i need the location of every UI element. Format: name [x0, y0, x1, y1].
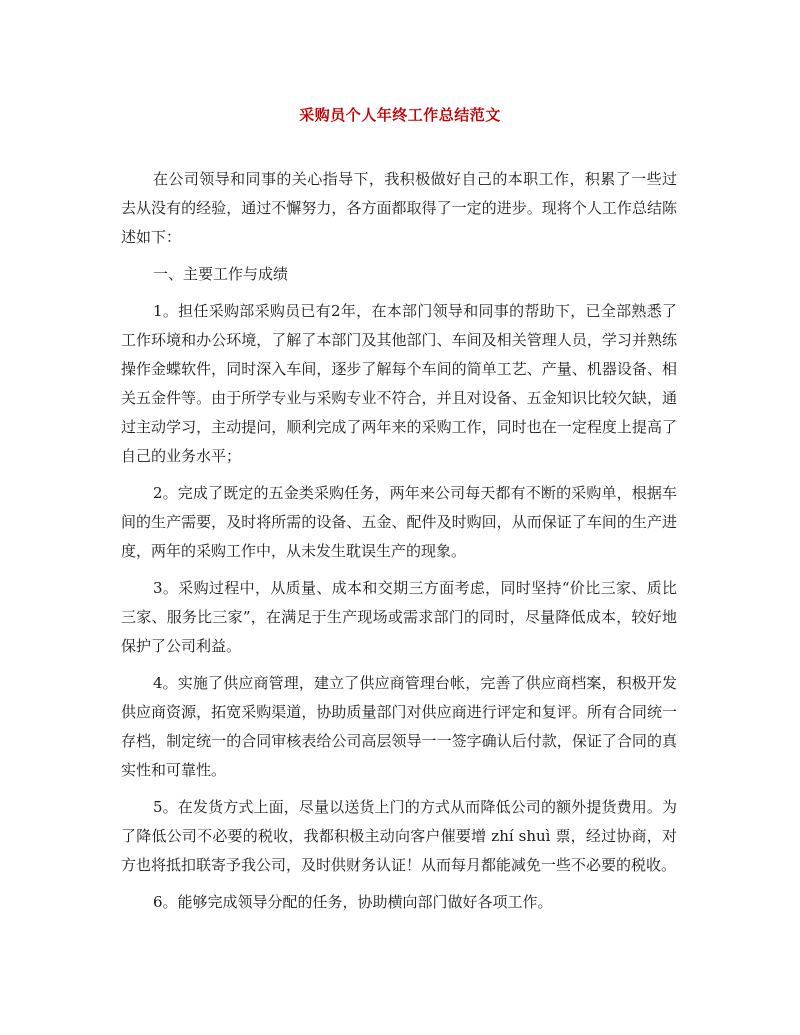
section-heading: 一、主要工作与成绩 [153, 265, 289, 283]
paragraph-item-6: 6。能够完成领导分配的任务，协助横向部门做好各项工作。 [153, 893, 553, 911]
paragraph-item-3: 3。采购过程中，从质量、成本和交期三方面考虑，同时坚持“价比三家、质比三家、服务比三家”，在满足于生产现场或需求部门的同时，尽量降低成本，较好地保护了公司利益。 [121, 579, 677, 655]
paragraph-item-4: 4。实施了供应商管理，建立了供应商管理台帐，完善了供应商档案，积极开发供应商资源，拓宽采购渠道，协助质量部门对供应商进行评定和复评。所有合同统一存档，制定统一的合同审核表给公司高层领导一一签字确认后付款，保证了合同的真实性和可靠性。 [121, 674, 677, 779]
paragraph-item-2: 2。完成了既定的五金类采购任务，两年来公司每天都有不断的采购单，根据车间的生产需要，及时将所需的设备、五金、配件及时购回，从而保证了车间的生产进度，两年的采购工作中，从未发生耽误生产的现象。 [121, 484, 677, 560]
paragraph-item-5: 5。在发货方式上面，尽量以送货上门的方式从而降低公司的额外提货费用。为了降低公司不必要的税收，我都积极主动向客户催要增 zhí shuì 票，经过协商，对方也将抵扣联寄予我公司，及时供财务认证！从而每月都能减免一些不必要的税收。 [121, 798, 677, 874]
paragraph-item-1: 1。担任采购部采购员已有2年，在本部门领导和同事的帮助下，已全部熟悉了工作环境和办公环境，了解了本部门及其他部门、车间及相关管理人员，学习并熟练操作金蝶软件，同时深入车间，逐步了解每个车间的简单工艺、产量、机器设备、相关五金件等。由于所学专业与采购专业不符合，并且对设备、五金知识比较欠缺，通过主动学习，主动提问，顺利完成了两年来的采购工作，同时也在一定程度上提高了自己的业务水平； [121, 302, 677, 465]
document-body [121, 165, 677, 925]
document-title: 采购员个人年终工作总结范文 [299, 106, 501, 124]
paragraph-intro: 在公司领导和同事的关心指导下，我积极做好自己的本职工作，积累了一些过去从没有的经验，通过不懈努力，各方面都取得了一定的进步。现将个人工作总结陈述如下： [121, 170, 677, 246]
